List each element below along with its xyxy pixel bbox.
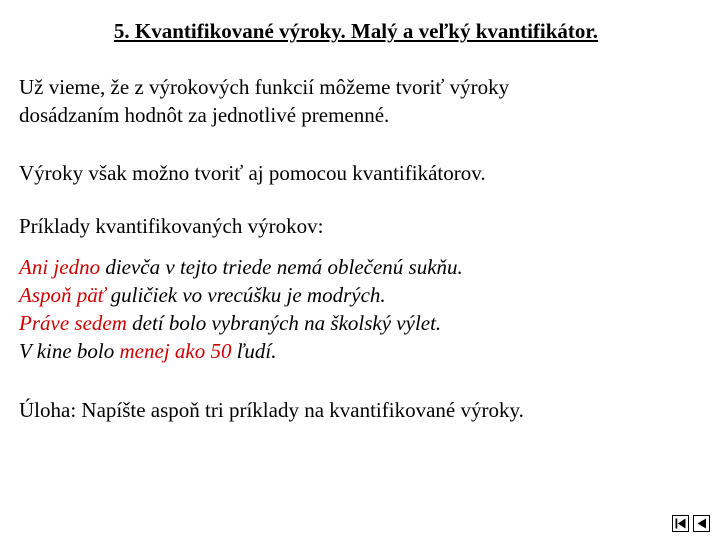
task-paragraph: Úloha: Napíšte aspoň tri príklady na kvantifikované výroky. — [19, 398, 524, 422]
first-slide-button[interactable] — [672, 515, 689, 532]
intro-paragraph — [19, 73, 699, 129]
example-quantifier: menej ako 50 — [119, 339, 232, 363]
example-quantifier: Aspoň päť — [19, 283, 106, 307]
example-quantifier: Ani jedno — [19, 255, 101, 279]
previous-slide-button[interactable] — [693, 515, 710, 532]
example-text: guličiek vo vrecúšku je modrých. — [105, 283, 386, 307]
example-prefix: V kine bolo — [19, 339, 120, 363]
example-text: detí bolo vybraných na školský výlet. — [126, 311, 442, 335]
back-icon — [695, 517, 708, 530]
example-quantifier: Práve sedem — [19, 311, 127, 335]
examples-heading: Príklady kvantifikovaných výrokov: — [19, 214, 324, 238]
example-text: dievča v tejto triede nemá oblečenú sukňu. — [100, 255, 463, 279]
slide-title: 5. Kvantifikované výroky. Malý a veľký kvantifikátor. — [113, 19, 599, 43]
quantifier-note: Výroky však možno tvoriť aj pomocou kvantifikátorov. — [19, 161, 486, 185]
skip-to-start-icon — [674, 517, 687, 530]
example-item — [19, 309, 699, 337]
example-item — [19, 281, 699, 309]
intro-line-2: dosádzaním hodnôt za jednotlivé premenné. — [19, 103, 390, 127]
intro-line-1: Už vieme, že z výrokových funkcií môžeme tvoriť výroky — [19, 75, 510, 99]
example-item — [19, 337, 699, 365]
slide-navigation — [672, 515, 710, 532]
example-text: ľudí. — [231, 339, 277, 363]
example-item — [19, 253, 699, 281]
examples-list — [19, 253, 699, 365]
